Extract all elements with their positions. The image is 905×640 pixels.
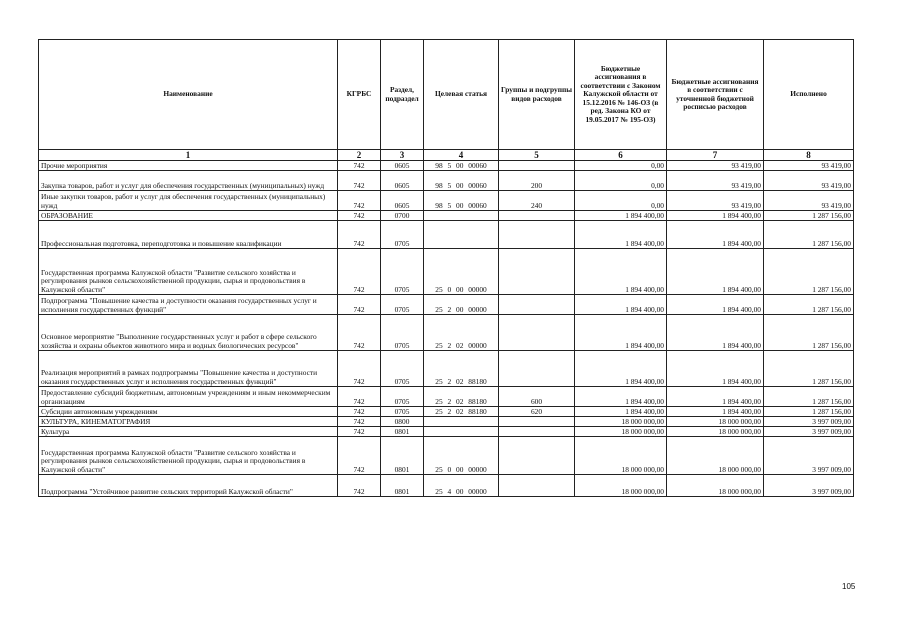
law-allocation-cell: 0,00 xyxy=(575,161,667,171)
column-header: Наименование xyxy=(39,40,338,150)
column-number: 1 xyxy=(39,150,338,161)
row-name-cell: Основное мероприятие "Выполнение государственных услуг и работ в сфере сельского хозяйства и охраны объектов животного мира и водных биологических ресурсов" xyxy=(39,315,338,351)
row-name-cell: Культура xyxy=(39,427,338,437)
table-row xyxy=(39,437,854,475)
section-cell: 0705 xyxy=(381,249,424,295)
column-number: 8 xyxy=(764,150,854,161)
table-row xyxy=(39,407,854,417)
executed-cell: 93 419,00 xyxy=(764,191,854,211)
table-row xyxy=(39,171,854,191)
law-allocation-cell: 1 894 400,00 xyxy=(575,211,667,221)
kgrbs-cell: 742 xyxy=(338,407,381,417)
kgrbs-cell: 742 xyxy=(338,221,381,249)
target-article-cell: 25 0 00 00000 xyxy=(424,249,499,295)
roster-allocation-cell: 18 000 000,00 xyxy=(667,475,764,497)
expense-group-cell xyxy=(499,315,575,351)
kgrbs-cell: 742 xyxy=(338,475,381,497)
executed-cell: 1 287 156,00 xyxy=(764,221,854,249)
kgrbs-cell: 742 xyxy=(338,295,381,315)
roster-allocation-cell: 93 419,00 xyxy=(667,171,764,191)
law-allocation-cell: 1 894 400,00 xyxy=(575,295,667,315)
column-number: 4 xyxy=(424,150,499,161)
kgrbs-cell: 742 xyxy=(338,161,381,171)
column-header: Бюджетные ассигнования в соответствии с Законом Калужской области от 15.12.2016 № 146-ОЗ (в ред. Закона КО от 19.05.2017 № 195-ОЗ) xyxy=(575,40,667,150)
section-cell: 0705 xyxy=(381,315,424,351)
law-allocation-cell: 1 894 400,00 xyxy=(575,221,667,249)
target-article-cell: 98 5 00 00060 xyxy=(424,191,499,211)
expense-group-cell xyxy=(499,161,575,171)
column-header: Целевая статья xyxy=(424,40,499,150)
target-article-cell xyxy=(424,211,499,221)
kgrbs-cell: 742 xyxy=(338,211,381,221)
target-article-cell xyxy=(424,427,499,437)
expense-group-cell: 240 xyxy=(499,191,575,211)
kgrbs-cell: 742 xyxy=(338,437,381,475)
section-cell: 0705 xyxy=(381,351,424,387)
roster-allocation-cell: 1 894 400,00 xyxy=(667,387,764,407)
row-name-cell: Реализация мероприятий в рамках подпрограммы "Повышение качества и доступности оказания государственных услуг и исполнения государственных функций" xyxy=(39,351,338,387)
target-article-cell: 25 2 02 88180 xyxy=(424,351,499,387)
section-cell: 0705 xyxy=(381,407,424,417)
kgrbs-cell: 742 xyxy=(338,417,381,427)
row-name-cell: Подпрограмма "Повышение качества и доступности оказания государственных услуг и исполнения государственных функций" xyxy=(39,295,338,315)
roster-allocation-cell: 1 894 400,00 xyxy=(667,295,764,315)
row-name-cell: Субсидии автономным учреждениям xyxy=(39,407,338,417)
law-allocation-cell: 18 000 000,00 xyxy=(575,437,667,475)
executed-cell: 1 287 156,00 xyxy=(764,249,854,295)
expense-group-cell xyxy=(499,437,575,475)
section-cell: 0705 xyxy=(381,221,424,249)
kgrbs-cell: 742 xyxy=(338,427,381,437)
expense-group-cell xyxy=(499,221,575,249)
roster-allocation-cell: 18 000 000,00 xyxy=(667,437,764,475)
executed-cell: 1 287 156,00 xyxy=(764,351,854,387)
section-cell: 0801 xyxy=(381,475,424,497)
law-allocation-cell: 1 894 400,00 xyxy=(575,315,667,351)
law-allocation-cell: 18 000 000,00 xyxy=(575,427,667,437)
table-row xyxy=(39,315,854,351)
row-name-cell: Профессиональная подготовка, переподготовка и повышение квалификации xyxy=(39,221,338,249)
expense-group-cell: 200 xyxy=(499,171,575,191)
column-number: 5 xyxy=(499,150,575,161)
target-article-cell xyxy=(424,221,499,249)
executed-cell: 1 287 156,00 xyxy=(764,295,854,315)
kgrbs-cell: 742 xyxy=(338,387,381,407)
column-header: Группы и подгруппы видов расходов xyxy=(499,40,575,150)
column-header: Бюджетные ассигнования в соответствии с уточненной бюджетной росписью расходов xyxy=(667,40,764,150)
expense-group-cell: 600 xyxy=(499,387,575,407)
kgrbs-cell: 742 xyxy=(338,249,381,295)
row-name-cell: КУЛЬТУРА, КИНЕМАТОГРАФИЯ xyxy=(39,417,338,427)
section-cell: 0705 xyxy=(381,387,424,407)
header-row xyxy=(39,40,854,150)
table-row xyxy=(39,249,854,295)
target-article-cell: 25 0 00 00000 xyxy=(424,437,499,475)
law-allocation-cell: 0,00 xyxy=(575,171,667,191)
column-header: Исполнено xyxy=(764,40,854,150)
law-allocation-cell: 1 894 400,00 xyxy=(575,387,667,407)
row-name-cell: Государственная программа Калужской области "Развитие сельского хозяйства и регулирования рынков сельскохозяйственной продукции, сырья и продовольствия в Калужской области" xyxy=(39,437,338,475)
roster-allocation-cell: 18 000 000,00 xyxy=(667,427,764,437)
executed-cell: 1 287 156,00 xyxy=(764,211,854,221)
section-cell: 0605 xyxy=(381,161,424,171)
law-allocation-cell: 1 894 400,00 xyxy=(575,249,667,295)
target-article-cell: 98 5 00 00060 xyxy=(424,171,499,191)
row-name-cell: ОБРАЗОВАНИЕ xyxy=(39,211,338,221)
row-name-cell: Прочие мероприятия xyxy=(39,161,338,171)
target-article-cell xyxy=(424,417,499,427)
roster-allocation-cell: 93 419,00 xyxy=(667,191,764,211)
table-row xyxy=(39,191,854,211)
roster-allocation-cell: 1 894 400,00 xyxy=(667,249,764,295)
column-header: КГРБС xyxy=(338,40,381,150)
target-article-cell: 25 2 02 88180 xyxy=(424,387,499,407)
law-allocation-cell: 1 894 400,00 xyxy=(575,351,667,387)
table-row xyxy=(39,417,854,427)
expense-group-cell xyxy=(499,475,575,497)
roster-allocation-cell: 1 894 400,00 xyxy=(667,315,764,351)
table-row xyxy=(39,221,854,249)
expense-group-cell xyxy=(499,295,575,315)
section-cell: 0705 xyxy=(381,295,424,315)
target-article-cell: 25 4 00 00000 xyxy=(424,475,499,497)
expense-group-cell xyxy=(499,427,575,437)
roster-allocation-cell: 1 894 400,00 xyxy=(667,407,764,417)
executed-cell: 93 419,00 xyxy=(764,161,854,171)
roster-allocation-cell: 1 894 400,00 xyxy=(667,221,764,249)
column-number: 7 xyxy=(667,150,764,161)
column-number: 3 xyxy=(381,150,424,161)
expense-group-cell xyxy=(499,249,575,295)
column-number: 2 xyxy=(338,150,381,161)
executed-cell: 3 997 009,00 xyxy=(764,427,854,437)
section-cell: 0800 xyxy=(381,417,424,427)
column-number-row xyxy=(39,150,854,161)
table-row xyxy=(39,427,854,437)
column-header: Раздел, подраздел xyxy=(381,40,424,150)
column-number: 6 xyxy=(575,150,667,161)
kgrbs-cell: 742 xyxy=(338,315,381,351)
row-name-cell: Предоставление субсидий бюджетным, автономным учреждениям и иным некоммерческим организациям xyxy=(39,387,338,407)
section-cell: 0605 xyxy=(381,191,424,211)
kgrbs-cell: 742 xyxy=(338,171,381,191)
table-body xyxy=(39,150,854,497)
executed-cell: 3 997 009,00 xyxy=(764,417,854,427)
row-name-cell: Подпрограмма "Устойчивое развитие сельских территорий Калужской области" xyxy=(39,475,338,497)
expense-group-cell xyxy=(499,211,575,221)
roster-allocation-cell: 18 000 000,00 xyxy=(667,417,764,427)
law-allocation-cell: 18 000 000,00 xyxy=(575,417,667,427)
section-cell: 0605 xyxy=(381,171,424,191)
expense-group-cell xyxy=(499,351,575,387)
expense-group-cell: 620 xyxy=(499,407,575,417)
roster-allocation-cell: 1 894 400,00 xyxy=(667,211,764,221)
target-article-cell: 25 2 00 00000 xyxy=(424,295,499,315)
executed-cell: 93 419,00 xyxy=(764,171,854,191)
table-row xyxy=(39,295,854,315)
kgrbs-cell: 742 xyxy=(338,351,381,387)
table-row xyxy=(39,211,854,221)
executed-cell: 1 287 156,00 xyxy=(764,407,854,417)
roster-allocation-cell: 93 419,00 xyxy=(667,161,764,171)
expense-group-cell xyxy=(499,417,575,427)
row-name-cell: Иные закупки товаров, работ и услуг для обеспечения государственных (муниципальных) нужд xyxy=(39,191,338,211)
law-allocation-cell: 0,00 xyxy=(575,191,667,211)
section-cell: 0700 xyxy=(381,211,424,221)
executed-cell: 1 287 156,00 xyxy=(764,387,854,407)
table-row xyxy=(39,475,854,497)
page-number: 105 xyxy=(842,582,856,591)
law-allocation-cell: 1 894 400,00 xyxy=(575,407,667,417)
row-name-cell: Государственная программа Калужской области "Развитие сельского хозяйства и регулирования рынков сельскохозяйственной продукции, сырья и продовольствия в Калужской области" xyxy=(39,249,338,295)
budget-table xyxy=(38,39,854,497)
target-article-cell: 98 5 00 00060 xyxy=(424,161,499,171)
kgrbs-cell: 742 xyxy=(338,191,381,211)
table-row xyxy=(39,161,854,171)
executed-cell: 3 997 009,00 xyxy=(764,437,854,475)
target-article-cell: 25 2 02 88180 xyxy=(424,407,499,417)
target-article-cell: 25 2 02 00000 xyxy=(424,315,499,351)
executed-cell: 1 287 156,00 xyxy=(764,315,854,351)
section-cell: 0801 xyxy=(381,427,424,437)
executed-cell: 3 997 009,00 xyxy=(764,475,854,497)
row-name-cell: Закупка товаров, работ и услуг для обеспечения государственных (муниципальных) нужд xyxy=(39,171,338,191)
table-row xyxy=(39,387,854,407)
table-row xyxy=(39,351,854,387)
roster-allocation-cell: 1 894 400,00 xyxy=(667,351,764,387)
law-allocation-cell: 18 000 000,00 xyxy=(575,475,667,497)
section-cell: 0801 xyxy=(381,437,424,475)
